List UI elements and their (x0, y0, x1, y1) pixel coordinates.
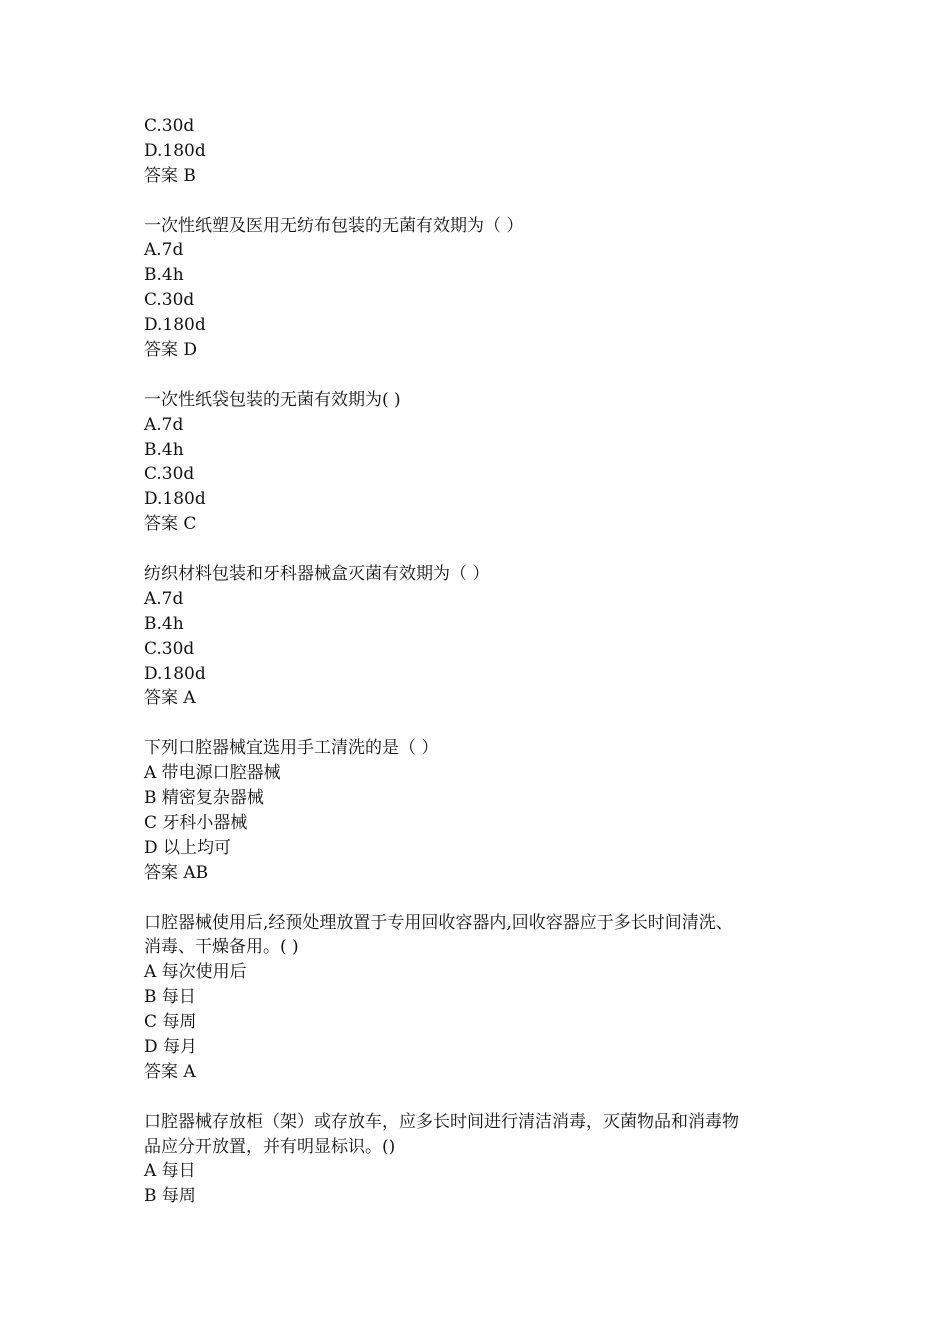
option-c: C.30d (144, 464, 195, 485)
option-b: B.4h (144, 265, 184, 286)
answer: 答案 A (144, 1061, 196, 1082)
option-d: D 以上均可 (144, 837, 232, 858)
option-c: C.30d (144, 290, 195, 311)
question-fragment (144, 114, 824, 189)
option-b: B 精密复杂器械 (144, 788, 264, 809)
answer: 答案 C (144, 514, 197, 535)
option-c: C.30d (144, 116, 195, 136)
question-1 (144, 214, 824, 363)
answer: 答案 D (144, 340, 198, 361)
answer: 答案 AB (144, 862, 209, 883)
document-page (144, 114, 824, 1234)
question-stem-line-2: 消毒、干燥备用。( ) (144, 937, 299, 958)
option-b: B 每周 (144, 1186, 196, 1207)
option-a: A 每次使用后 (144, 962, 247, 983)
question-stem: 纺织材料包装和牙科器械盒灭菌有效期为（ ） (144, 564, 490, 585)
option-a: A 带电源口腔器械 (144, 763, 281, 784)
question-6 (144, 1110, 824, 1210)
option-c: C 每周 (144, 1012, 197, 1033)
option-a: A 每日 (144, 1161, 196, 1182)
option-b: B.4h (144, 613, 184, 634)
question-stem-line-1: 口腔器械使用后,经预处理放置于专用回收容器内,回收容器应于多长时间清洗、 (144, 912, 733, 933)
option-a: A.7d (144, 414, 184, 435)
answer: 答案 A (144, 688, 196, 709)
question-2 (144, 388, 824, 537)
option-d: D.180d (144, 315, 206, 336)
option-c: C 牙科小器械 (144, 812, 248, 833)
option-d: D 每月 (144, 1036, 198, 1057)
question-stem: 一次性纸塑及医用无纺布包装的无菌有效期为（ ） (144, 215, 524, 236)
option-b: B.4h (144, 439, 184, 460)
option-d: D.180d (144, 140, 206, 161)
option-b: B 每日 (144, 987, 196, 1008)
answer: 答案 B (144, 165, 196, 186)
option-d: D.180d (144, 663, 206, 684)
question-stem: 一次性纸袋包装的无菌有效期为( ) (144, 389, 401, 410)
question-stem-line-2: 品应分开放置，并有明显标识。() (144, 1136, 396, 1157)
question-4 (144, 736, 824, 885)
question-stem: 下列口腔器械宜选用手工清洗的是（ ） (144, 738, 439, 759)
question-5 (144, 911, 824, 1085)
question-stem-line-1: 口腔器械存放柜（架）或存放车，应多长时间进行清洁消毒，灭菌物品和消毒物 (144, 1111, 739, 1132)
option-a: A.7d (144, 240, 184, 261)
option-d: D.180d (144, 489, 206, 510)
question-3 (144, 562, 824, 711)
option-a: A.7d (144, 588, 184, 609)
option-c: C.30d (144, 638, 195, 659)
